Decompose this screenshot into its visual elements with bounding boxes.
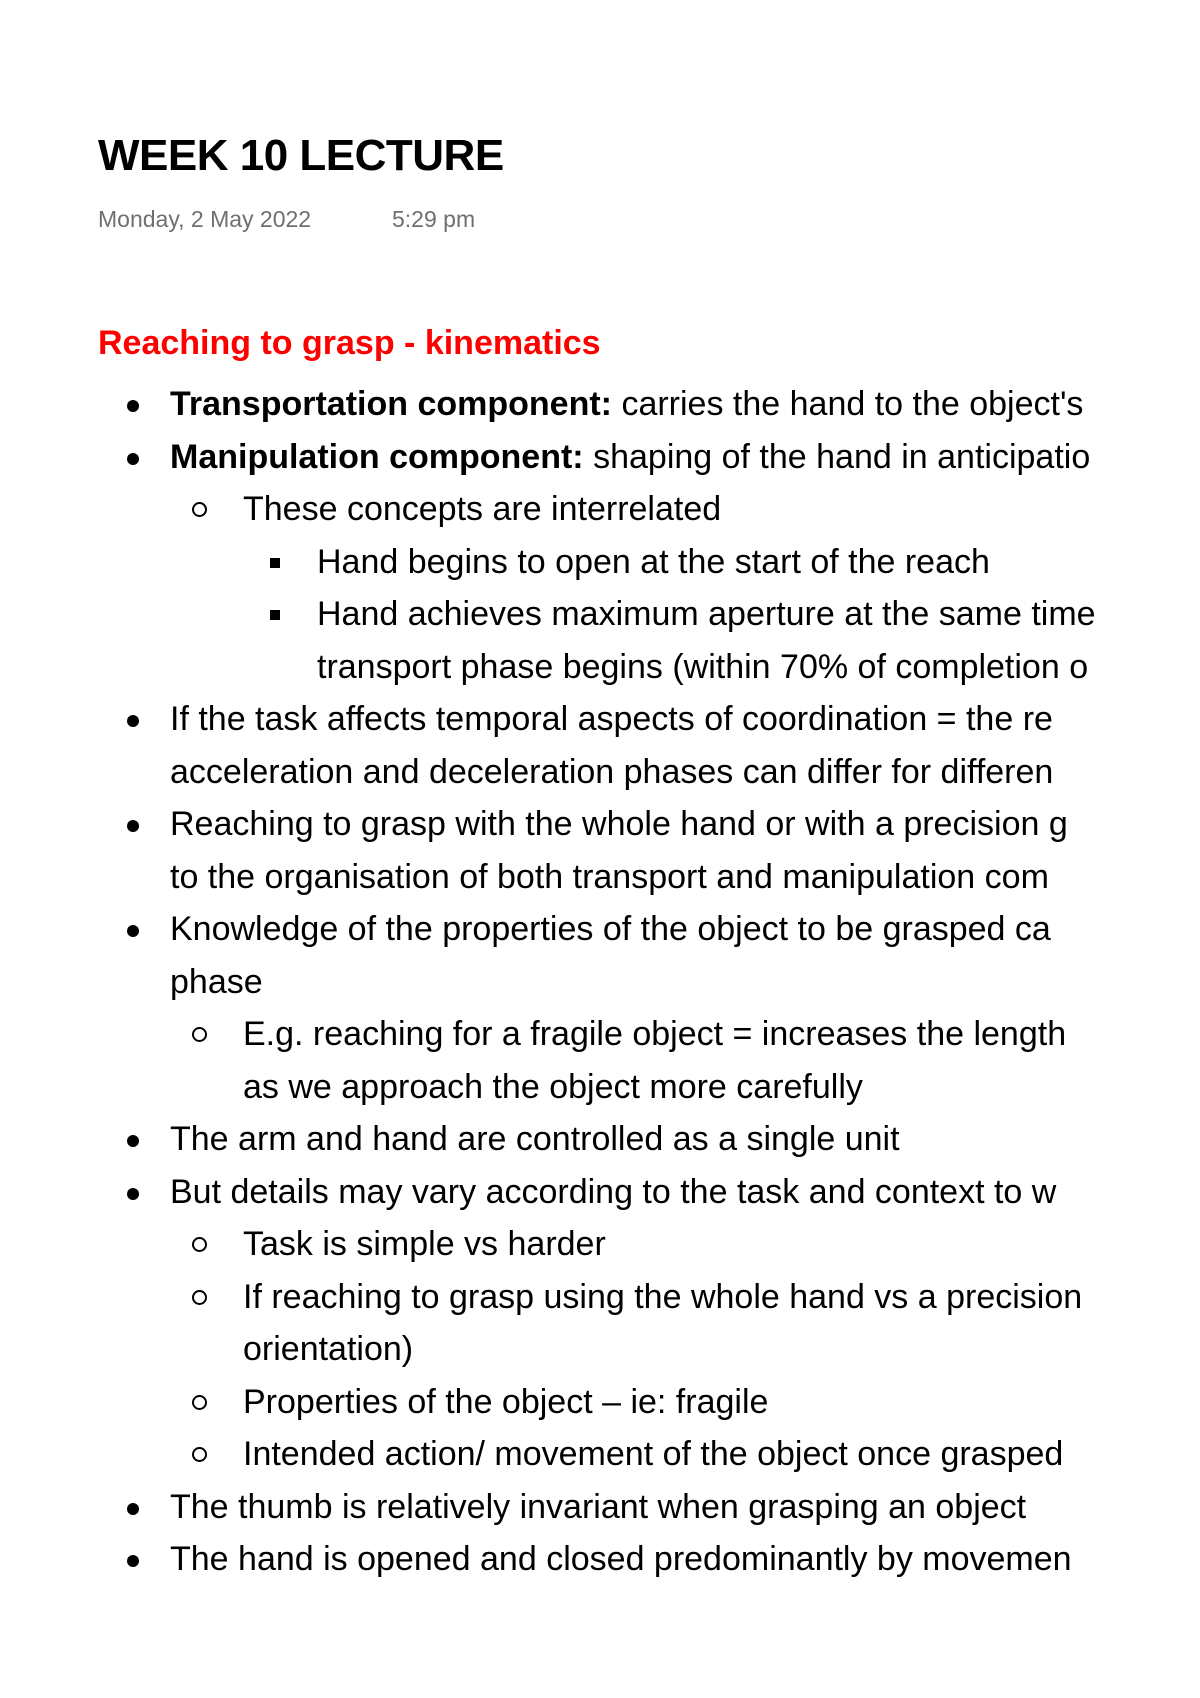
note-body (98, 326, 1200, 1586)
bullet-disc-icon (127, 453, 139, 465)
bullet-disc-icon (127, 1188, 139, 1200)
bullet-text (170, 378, 1200, 431)
bullet-text: Task is simple vs harder (243, 1225, 606, 1263)
section-heading: Reaching to grasp - kinematics (98, 324, 601, 362)
bold-term: Transportation component: (170, 385, 612, 423)
bullet-description: carries the hand to the object's (612, 385, 1084, 423)
bullet-text: If the task affects temporal aspects of coordination = the re (170, 700, 1053, 738)
bullet-circle-icon (192, 1447, 207, 1462)
bullet-disc-icon (127, 1135, 139, 1147)
bullet-square-icon (270, 558, 280, 568)
bullet-disc-icon (127, 925, 139, 937)
bullet-text: If reaching to grasp using the whole hand vs a precision (243, 1277, 1083, 1316)
bullet-text-continuation: orientation) (243, 1330, 414, 1368)
bullet-item (98, 798, 1200, 903)
bullet-text: Hand begins to open at the start of the reach (317, 542, 990, 581)
bullet-item (98, 903, 1200, 1008)
bullet-disc-icon (127, 1503, 139, 1515)
bullet-text: These concepts are interrelated (243, 490, 722, 528)
sub-sub-bullet-item (98, 536, 1200, 589)
bullet-disc-icon (127, 820, 139, 832)
bullet-item (98, 1481, 1200, 1534)
bullet-circle-icon (192, 1237, 207, 1252)
bullet-text: Knowledge of the properties of the object to be grasped ca (170, 910, 1051, 948)
bullet-text: Properties of the object – ie: fragile (243, 1382, 769, 1421)
bullet-text: The thumb is relatively invariant when grasping an object (170, 1487, 1027, 1526)
bullet-item (98, 431, 1200, 484)
bullet-text (170, 431, 1200, 484)
bullet-text-continuation: transport phase begins (within 70% of completion o (317, 647, 1089, 686)
bullet-text-continuation: as we approach the object more carefully (243, 1067, 863, 1106)
bullet-text-continuation: phase (170, 962, 263, 1001)
bullet-text: Intended action/ movement of the object once grasped (243, 1435, 1064, 1473)
bullet-text: But details may vary according to the task and context to w (170, 1172, 1057, 1211)
bullet-item (98, 1166, 1200, 1219)
bullet-circle-icon (192, 1290, 207, 1305)
bullet-item (98, 378, 1200, 431)
page-title: WEEK 10 LECTURE (98, 131, 504, 180)
bullet-item (98, 693, 1200, 798)
bullet-circle-icon (192, 1395, 207, 1410)
note-date: Monday, 2 May 2022 (98, 206, 312, 232)
bullet-circle-icon (192, 502, 207, 517)
bullet-disc-icon (127, 715, 139, 727)
note-time: 5:29 pm (392, 206, 476, 232)
sub-sub-bullet-item (98, 588, 1200, 693)
bold-term: Manipulation component: (170, 437, 584, 476)
bullet-text: The arm and hand are controlled as a single unit (170, 1120, 900, 1158)
bullet-text-continuation: to the organisation of both transport and manipulation com (170, 857, 1049, 896)
bullet-item (98, 1533, 1200, 1586)
bullet-item (98, 1113, 1200, 1166)
bullet-disc-icon (127, 1555, 139, 1567)
sub-bullet-item (98, 1428, 1200, 1481)
sub-bullet-item (98, 1218, 1200, 1271)
sub-bullet-item (98, 1008, 1200, 1113)
sub-bullet-item (98, 1271, 1200, 1376)
bullet-text: E.g. reaching for a fragile object = increases the length (243, 1015, 1067, 1053)
bullet-description: shaping of the hand in anticipatio (583, 437, 1091, 476)
sub-bullet-item (98, 483, 1200, 536)
bullet-text: Hand achieves maximum aperture at the same time (317, 595, 1096, 633)
bullet-text: Reaching to grasp with the whole hand or with a precision g (170, 805, 1068, 843)
bullet-text-continuation: acceleration and deceleration phases can differ for differen (170, 752, 1054, 791)
bullet-circle-icon (192, 1027, 207, 1042)
bullet-disc-icon (127, 400, 139, 412)
bullet-square-icon (270, 610, 280, 620)
sub-bullet-item (98, 1376, 1200, 1429)
bullet-text: The hand is opened and closed predominantly by movemen (170, 1540, 1072, 1578)
